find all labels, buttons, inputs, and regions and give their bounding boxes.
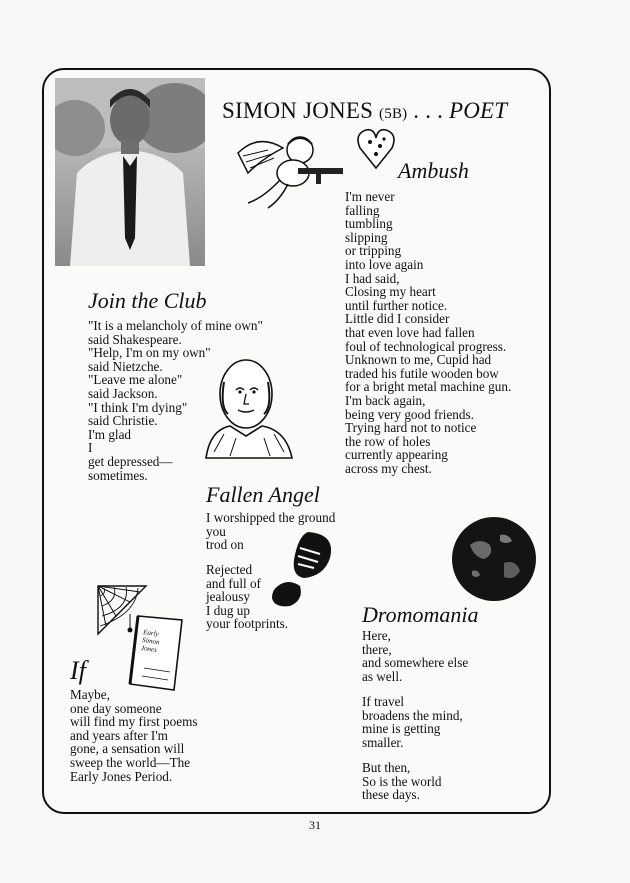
page-number: 31 bbox=[309, 818, 321, 832]
author-photo bbox=[55, 78, 205, 266]
poem-title-fallen-angel: Fallen Angel bbox=[206, 482, 320, 507]
poem-text-dromomania-3: But then, So is the world these days. bbox=[362, 760, 442, 803]
poem-title-join-the-club: Join the Club bbox=[88, 288, 207, 313]
book-cover-title: Early Simon Jones bbox=[140, 628, 161, 655]
poem-text-fallen-angel-1: I worshipped the ground you trod on bbox=[206, 510, 336, 553]
page-title bbox=[222, 98, 507, 124]
poem-text-if: Maybe, one day someone will find my first poems and years after I'm gone, a sensation will sweep the world—The Early Jones Period. bbox=[70, 687, 198, 784]
book-illustration bbox=[124, 612, 188, 692]
author-name: SIMON JONES bbox=[222, 98, 374, 123]
poem-text-fallen-angel-2: Rejected and full of jealousy I dug up your footprints. bbox=[206, 562, 289, 632]
poem-title-dromomania: Dromomania bbox=[362, 602, 479, 627]
globe-illustration bbox=[450, 515, 538, 603]
poem-text-ambush: I'm never falling tumbling slipping or tripping into love again I had said, Closing my heart until further notice. Little did I consider that even love had fallen foul of technological progress. Unknown to me, Cupid had traded his futile wooden bow for a bright metal machine gun. I'm back again, being very good friends. Trying hard not to notice the row of holes currently appearing across my chest. bbox=[345, 189, 512, 476]
poem-title-ambush: Ambush bbox=[398, 158, 469, 183]
heart-illustration bbox=[356, 126, 396, 170]
poem-text-dromomania-2: If travel broadens the mind, mine is getting smaller. bbox=[362, 694, 463, 750]
author-role: POET bbox=[449, 98, 508, 123]
poem-text-join-the-club: "It is a melancholy of mine own" said Shakespeare. "Help, I'm on my own" said Nietzche. "Leave me alone" said Jackson. "I think I'm dying" said Christie. I'm glad I get depressed— sometimes. bbox=[88, 318, 263, 483]
footprint-illustration bbox=[268, 530, 338, 610]
poem-title-if: If bbox=[70, 656, 86, 685]
author-class: (5B) bbox=[379, 106, 408, 122]
poem-text-dromomania-1: Here, there, and somewhere else as well. bbox=[362, 628, 469, 684]
shakespeare-illustration bbox=[200, 352, 298, 460]
cupid-illustration bbox=[228, 128, 348, 210]
title-separator: . . . bbox=[413, 98, 444, 123]
